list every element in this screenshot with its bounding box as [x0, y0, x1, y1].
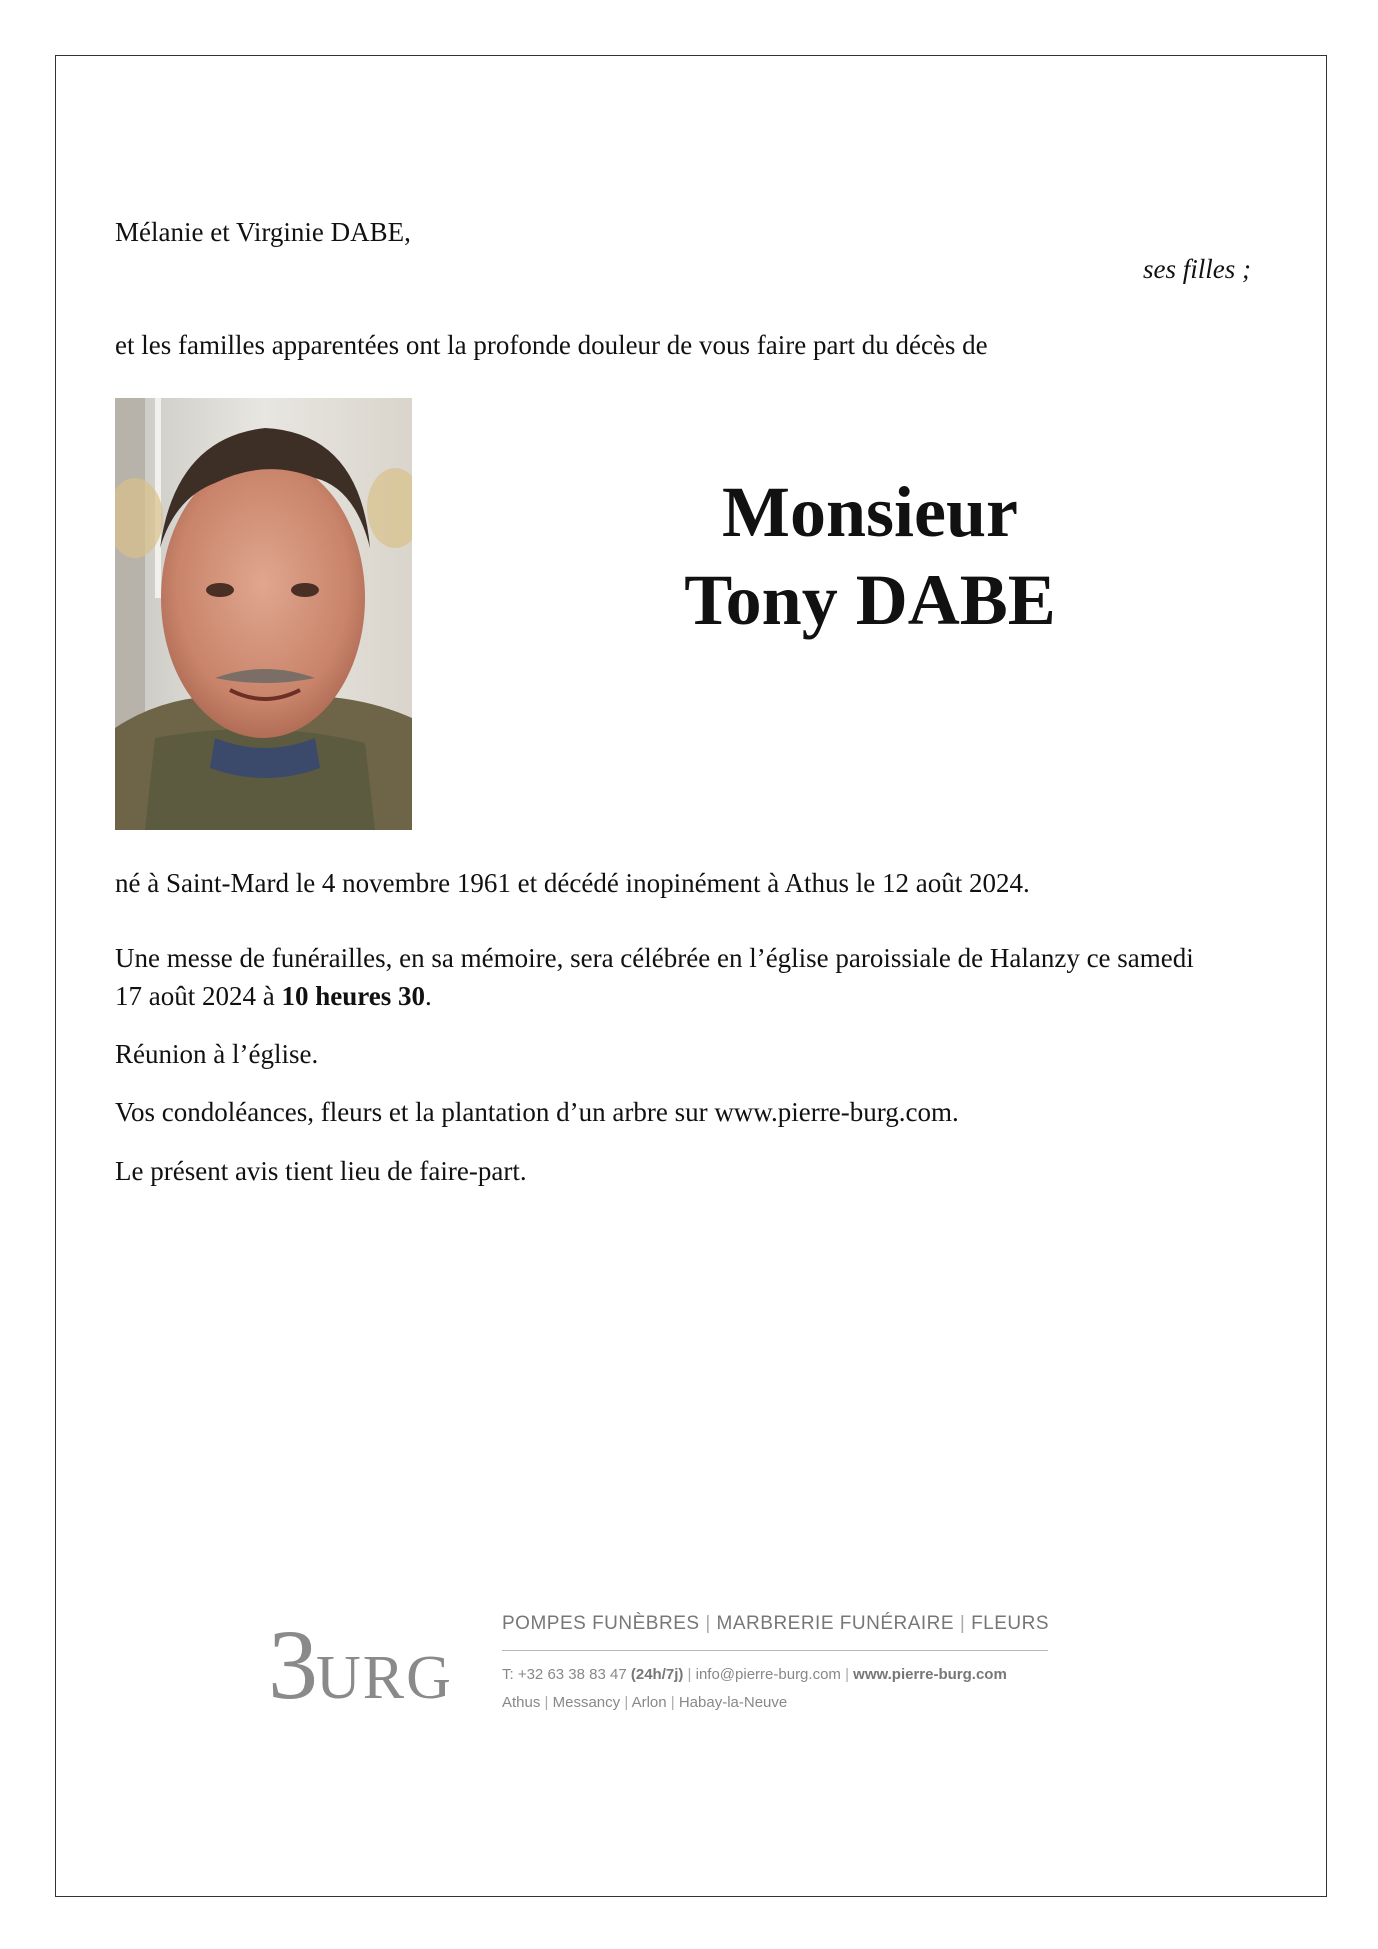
separator: | [959, 1613, 966, 1634]
footer-places [502, 1694, 787, 1711]
separator: | [687, 1666, 692, 1683]
service-marble: MARBRERIE FUNÉRAIRE [716, 1613, 955, 1634]
notice-line: Le présent avis tient lieu de faire-part. [115, 1156, 527, 1186]
funeral-mass-paragraph [115, 939, 1225, 1015]
phone: T: +32 63 38 83 47 [502, 1666, 627, 1683]
service-flowers: FLEURS [971, 1613, 1050, 1634]
footer-services [502, 1613, 1049, 1635]
daughters-line: Mélanie et Virginie DABE, [115, 217, 411, 247]
relation-line: ses filles ; [1143, 254, 1251, 284]
place: Habay-la-Neuve [678, 1694, 788, 1711]
announcement-line: et les familles apparentées ont la profonde douleur de vous faire part du décès de [115, 330, 988, 360]
deceased-name: Tony DABE [684, 560, 1056, 640]
separator: | [544, 1694, 549, 1711]
phone-hours: (24h/7j) [630, 1666, 684, 1683]
deceased-name-block [620, 468, 1120, 644]
mass-end: . [425, 981, 432, 1011]
svg-text:URG: URG [316, 1644, 453, 1710]
mass-text: Une messe de funérailles, en sa mémoire, sera célébrée en l’église paroissiale de Halanzy ce samedi 17 août 2024 à [115, 943, 1194, 1011]
reunion-line: Réunion à l’église. [115, 1039, 319, 1069]
footer-contact [502, 1666, 1007, 1683]
service-funeral: POMPES FUNÈBRES [502, 1613, 700, 1634]
mass-time: 10 heures 30 [281, 981, 425, 1011]
separator: | [845, 1666, 849, 1683]
svg-text:3: 3 [268, 1610, 318, 1710]
place: Messancy [552, 1694, 621, 1711]
place: Arlon [631, 1694, 667, 1711]
birth-death-line: né à Saint-Mard le 4 novembre 1961 et décédé inopinément à Athus le 12 août 2024. [115, 868, 1030, 898]
deceased-title: Monsieur [722, 472, 1018, 552]
condolences-line: Vos condoléances, fleurs et la plantation d’un arbre sur www.pierre-burg.com. [115, 1097, 959, 1127]
website: www.pierre-burg.com [853, 1666, 1007, 1683]
burg-logo [268, 1610, 458, 1710]
separator: | [670, 1694, 675, 1711]
place: Athus [502, 1694, 541, 1711]
separator: | [624, 1694, 629, 1711]
footer-divider [502, 1650, 1048, 1651]
email: info@pierre-burg.com [695, 1666, 841, 1683]
portrait-photo [115, 398, 412, 830]
separator: | [705, 1613, 711, 1634]
